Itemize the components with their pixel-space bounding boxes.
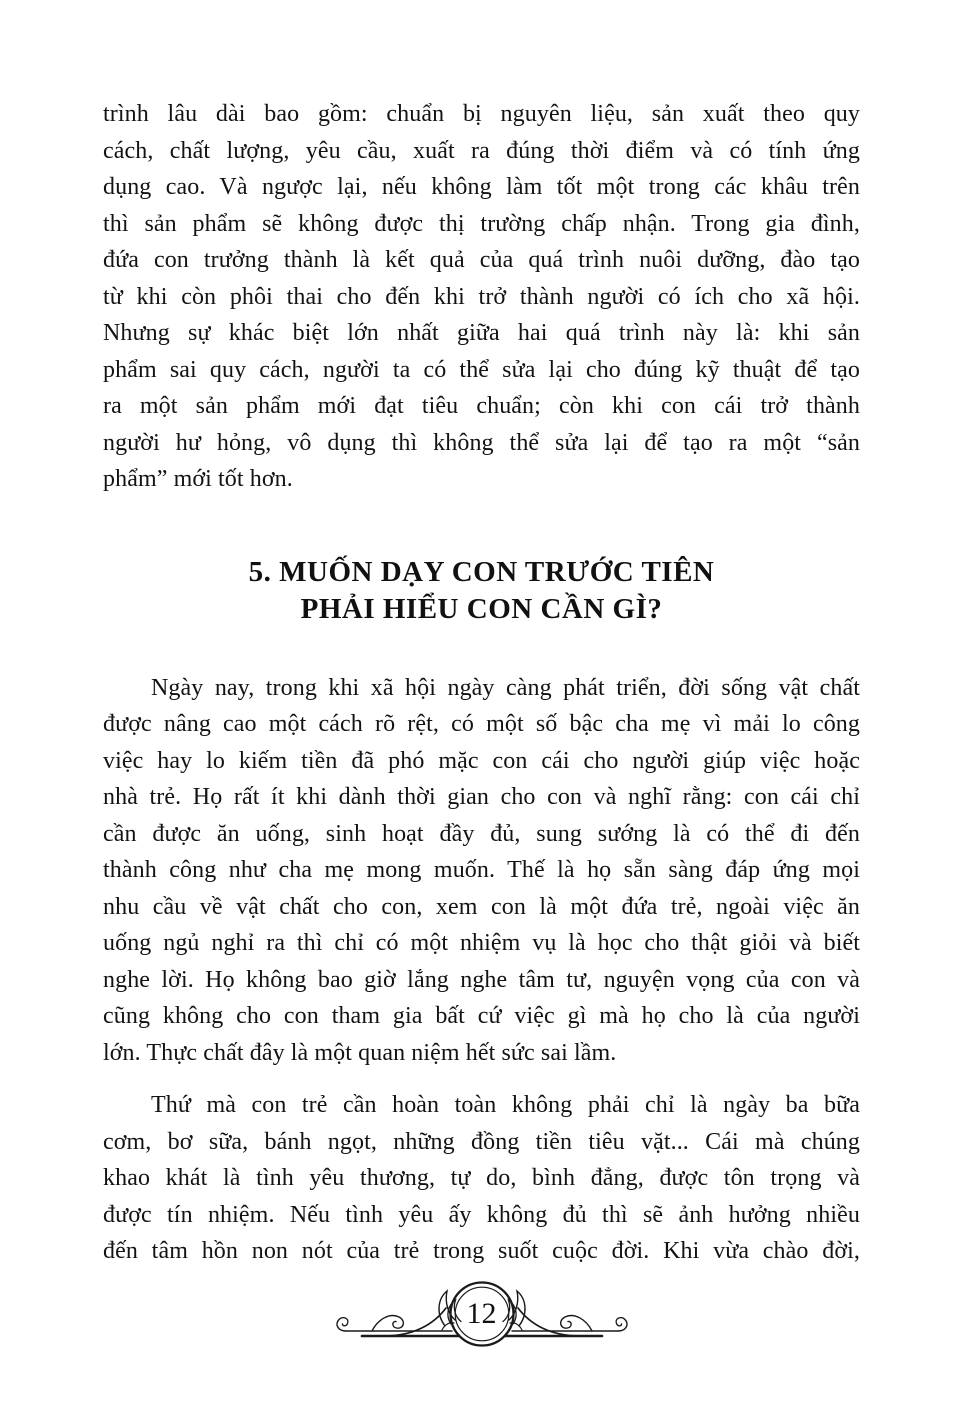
body-line: cơm, bơ sữa, bánh ngọt, những đồng tiền tiêu vặt... Cái mà chúng <box>103 1128 860 1155</box>
body-line: ra một sản phẩm mới đạt tiêu chuẩn; còn khi con cái trở thành <box>103 393 860 419</box>
body-line: uống ngủ nghỉ ra thì chỉ có một nhiệm vụ là học cho thật giỏi và biết <box>103 930 860 956</box>
page-number: 12 <box>466 1296 497 1330</box>
body-line: đứa con trưởng thành là kết quả của quá trình nuôi dưỡng, đào tạo <box>103 247 860 273</box>
body-line: Nhưng sự khác biệt lớn nhất giữa hai quá trình này là: khi sản <box>103 320 860 346</box>
paragraph-1 <box>103 96 860 498</box>
paragraph-3 <box>103 1087 860 1270</box>
body-line: phẩm sai quy cách, người ta có thể sửa lại cho đúng kỹ thuật để tạo <box>103 356 860 383</box>
body-line: lớn. Thực chất đây là một quan niệm hết sức sai lầm. <box>103 1039 617 1066</box>
body-line: trình lâu dài bao gồm: chuẩn bị nguyên liệu, sản xuất theo quy <box>103 101 860 127</box>
body-line: thành công như cha mẹ mong muốn. Thế là họ sẵn sàng đáp ứng mọi <box>103 857 860 883</box>
section-heading-line1: 5. MUỐN DẠY CON TRƯỚC TIÊN <box>248 555 715 588</box>
body-line: từ khi còn phôi thai cho đến khi trở thành người có ích cho xã hội. <box>103 283 860 310</box>
body-line: người hư hỏng, vô dụng thì không thể sửa lại để tạo ra một “sản <box>103 429 860 456</box>
body-line: được nâng cao một cách rõ rệt, có một số bậc cha mẹ vì mải lo công <box>103 711 860 737</box>
body-line: Ngày nay, trong khi xã hội ngày càng phát triển, đời sống vật chất <box>151 674 860 701</box>
body-line: nhu cầu về vật chất cho con, xem con là một đứa trẻ, ngoài việc ăn <box>103 893 860 920</box>
section-heading <box>103 554 860 628</box>
body-line: cần được ăn uống, sinh hoạt đầy đủ, sung sướng là có thể đi đến <box>103 820 860 847</box>
body-line: cũng không cho con tham gia bất cứ việc gì mà họ cho là của người <box>103 1003 860 1029</box>
body-line: khao khát là tình yêu thương, tự do, bình đẳng, được tôn trọng và <box>103 1165 860 1191</box>
paragraph-2 <box>103 670 860 1072</box>
body-line: nghe lời. Họ không bao giờ lắng nghe tâm tư, nguyện vọng của con và <box>103 966 860 993</box>
body-line: việc hay lo kiếm tiền đã phó mặc con cái cho người giúp việc hoặc <box>103 747 860 774</box>
body-line: dụng cao. Và ngược lại, nếu không làm tốt một trong các khâu trên <box>103 174 860 200</box>
body-line: đến tâm hồn non nót của trẻ trong suốt cuộc đời. Khi vừa chào đời, <box>103 1238 860 1264</box>
body-line: được tín nhiệm. Nếu tình yêu ấy không đủ thì sẽ ảnh hưởng nhiều <box>103 1201 860 1228</box>
body-line: Thứ mà con trẻ cần hoàn toàn không phải chỉ là ngày ba bữa <box>151 1092 860 1118</box>
body-line: nhà trẻ. Họ rất ít khi dành thời gian cho con và nghĩ rằng: con cái chỉ <box>103 784 860 810</box>
section-heading-line2: PHẢI HIỂU CON CẦN GÌ? <box>300 592 663 625</box>
body-line: phẩm” mới tốt hơn. <box>103 466 293 492</box>
body-line: cách, chất lượng, yêu cầu, xuất ra đúng thời điểm và có tính ứng <box>103 137 860 164</box>
page-ornament <box>332 1274 632 1362</box>
body-line: thì sản phẩm sẽ không được thị trường chấp nhận. Trong gia đình, <box>103 210 860 237</box>
